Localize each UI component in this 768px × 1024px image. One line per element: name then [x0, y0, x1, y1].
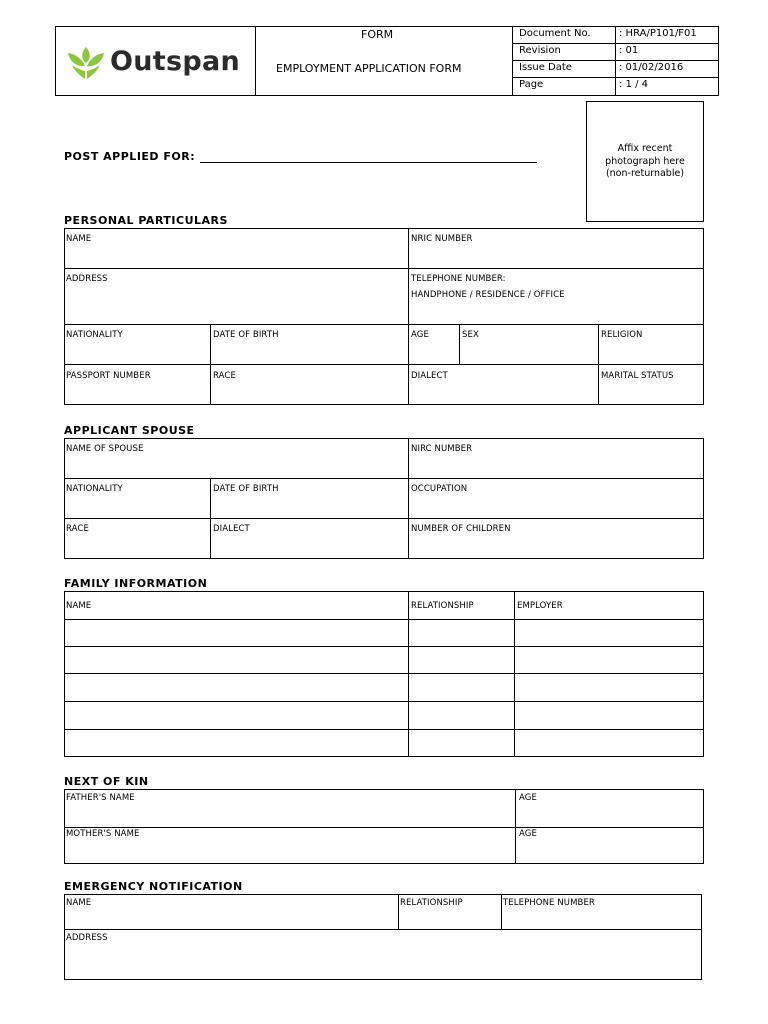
spouse-section-title: APPLICANT SPOUSE — [64, 424, 195, 437]
form-title: EMPLOYMENT APPLICATION FORM — [276, 62, 462, 75]
issue-date-key: Issue Date — [519, 62, 572, 73]
photo-instruction-2: photograph here — [605, 156, 685, 167]
mother-name-field[interactable]: MOTHER'S NAME — [66, 829, 140, 839]
father-name-field[interactable]: FATHER'S NAME — [66, 793, 135, 803]
spouse-occupation-field[interactable]: OCCUPATION — [411, 484, 468, 494]
leaf-icon — [66, 41, 106, 81]
table-row[interactable] — [64, 729, 704, 730]
spouse-nationality-field[interactable]: NATIONALITY — [66, 484, 123, 494]
personal-section-title: PERSONAL PARTICULARS — [64, 214, 228, 227]
spouse-dob-field[interactable]: DATE OF BIRTH — [213, 484, 279, 494]
doc-no-value: : HRA/P101/F01 — [619, 28, 697, 39]
dialect-field[interactable]: DIALECT — [411, 371, 448, 381]
mother-age-field[interactable]: AGE — [519, 829, 537, 839]
revision-key: Revision — [519, 45, 561, 56]
emergency-name-field[interactable]: NAME — [66, 898, 92, 908]
dob-field[interactable]: DATE OF BIRTH — [213, 330, 279, 340]
photo-instruction-3: (non-returnable) — [605, 168, 685, 179]
spouse-name-field[interactable]: NAME OF SPOUSE — [66, 444, 144, 454]
doc-no-key: Document No. — [519, 28, 591, 39]
brand-name: Outspan — [110, 46, 241, 77]
sex-field[interactable]: SEX — [462, 330, 479, 340]
issue-date-value: : 01/02/2016 — [619, 62, 684, 73]
page-value: : 1 / 4 — [619, 79, 648, 90]
emergency-telephone-field[interactable]: TELEPHONE NUMBER — [503, 898, 595, 908]
telephone-field[interactable]: TELEPHONE NUMBER: — [411, 274, 506, 284]
family-col-relationship: RELATIONSHIP — [411, 601, 474, 611]
emergency-address-field[interactable]: ADDRESS — [66, 933, 108, 943]
emergency-table — [64, 894, 702, 980]
table-row[interactable] — [64, 646, 704, 647]
spouse-dialect-field[interactable]: DIALECT — [213, 524, 250, 534]
family-col-name: NAME — [66, 601, 92, 611]
page-key: Page — [519, 79, 544, 90]
address-field[interactable]: ADDRESS — [66, 274, 108, 284]
spouse-table — [64, 438, 704, 559]
name-field[interactable]: NAME — [66, 234, 92, 244]
table-row[interactable] — [64, 701, 704, 702]
emergency-section-title: EMERGENCY NOTIFICATION — [64, 880, 243, 893]
post-applied-field[interactable] — [200, 162, 537, 163]
religion-field[interactable]: RELIGION — [601, 330, 643, 340]
children-count-field[interactable]: NUMBER OF CHILDREN — [411, 524, 511, 534]
nric-field[interactable]: NRIC NUMBER — [411, 234, 473, 244]
post-applied-label: POST APPLIED FOR: — [64, 150, 196, 163]
table-row[interactable] — [64, 673, 704, 674]
spouse-race-field[interactable]: RACE — [66, 524, 89, 534]
father-age-field[interactable]: AGE — [519, 793, 537, 803]
marital-status-field[interactable]: MARITAL STATUS — [601, 371, 674, 381]
spouse-nirc-field[interactable]: NIRC NUMBER — [411, 444, 473, 454]
family-section-title: FAMILY INFORMATION — [64, 577, 208, 590]
passport-field[interactable]: PASSPORT NUMBER — [66, 371, 151, 381]
age-field[interactable]: AGE — [411, 330, 429, 340]
photo-instruction-1: Affix recent — [617, 143, 673, 154]
nationality-field[interactable]: NATIONALITY — [66, 330, 123, 340]
race-field[interactable]: RACE — [213, 371, 236, 381]
outspan-logo — [66, 41, 106, 81]
family-table — [64, 591, 704, 757]
family-col-employer: EMPLOYER — [517, 601, 563, 611]
revision-value: : 01 — [619, 45, 639, 56]
telephone-types: HANDPHONE / RESIDENCE / OFFICE — [411, 290, 565, 300]
emergency-relationship-field[interactable]: RELATIONSHIP — [400, 898, 463, 908]
form-label: FORM — [361, 28, 394, 41]
kin-section-title: NEXT OF KIN — [64, 775, 149, 788]
